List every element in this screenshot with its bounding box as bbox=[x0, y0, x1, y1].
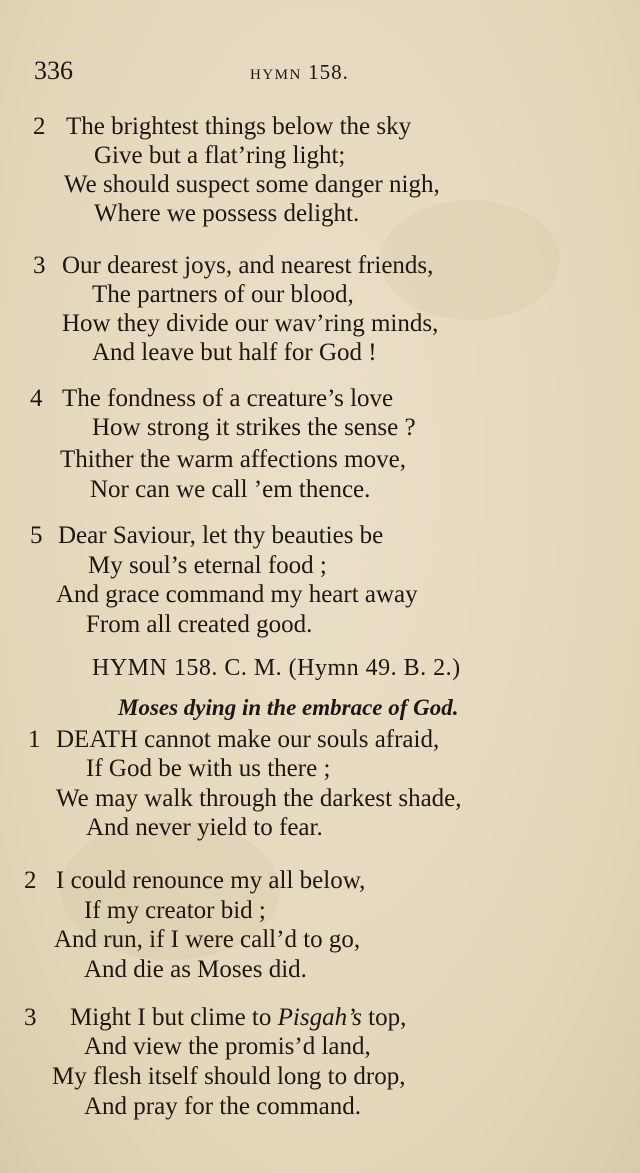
verse-line: The partners of our blood, bbox=[92, 281, 354, 308]
page-number: 336 bbox=[34, 56, 73, 85]
verse-line bbox=[70, 1003, 406, 1033]
verse-line: If God be with us there ; bbox=[86, 755, 331, 782]
verse-line: From all created good. bbox=[86, 611, 313, 638]
verse-line: DEATH cannot make our souls afraid, bbox=[56, 726, 440, 753]
running-title-word: HYMN bbox=[250, 67, 302, 83]
stanza-number: 2 bbox=[33, 113, 46, 140]
running-title-number: 158. bbox=[308, 60, 349, 84]
stanza-number: 5 bbox=[30, 522, 43, 549]
verse-line-text: Might I but clime to bbox=[70, 1004, 278, 1031]
verse-line: Thither the warm affections move, bbox=[60, 446, 406, 473]
verse-line: Give but a flat’ring light; bbox=[94, 142, 346, 169]
verse-line: Where we possess delight. bbox=[94, 200, 360, 227]
verse-line-tail: top, bbox=[361, 1004, 407, 1031]
verse-line: How they divide our wav’ring minds, bbox=[62, 310, 439, 337]
verse-line: I could renounce my all below, bbox=[56, 867, 366, 894]
verse-line: The fondness of a creature’s love bbox=[62, 385, 394, 412]
verse-line: And view the promis’d land, bbox=[84, 1033, 371, 1060]
verse-line: We may walk through the darkest shade, bbox=[56, 785, 462, 812]
verse-line: And grace command my heart away bbox=[56, 581, 418, 608]
stanza-number: 3 bbox=[24, 1004, 37, 1031]
verse-line: And run, if I were call’d to go, bbox=[54, 926, 361, 953]
verse-line: The brightest things below the sky bbox=[66, 113, 412, 140]
stanza-number: 1 bbox=[28, 726, 41, 753]
verse-line: How strong it strikes the sense ? bbox=[92, 414, 416, 441]
verse-line: Our dearest joys, and nearest friends, bbox=[62, 252, 434, 279]
running-title bbox=[250, 60, 349, 85]
verse-line: We should suspect some danger nigh, bbox=[64, 171, 440, 198]
page-header bbox=[34, 56, 594, 92]
hymn-heading: HYMN 158. C. M. (Hymn 49. B. 2.) bbox=[92, 655, 461, 681]
verse-line: My soul’s eternal food ; bbox=[88, 552, 327, 579]
verse-line: And leave but half for God ! bbox=[92, 339, 377, 366]
place-name: Pisgah’s bbox=[277, 1004, 362, 1031]
hymn-subtitle: Moses dying in the embrace of God. bbox=[118, 695, 459, 720]
stanza-number: 2 bbox=[24, 867, 37, 894]
verse-line: Nor can we call ’em thence. bbox=[90, 476, 371, 503]
verse-line: And pray for the command. bbox=[84, 1093, 362, 1120]
verse-line: And die as Moses did. bbox=[84, 956, 307, 983]
verse-line: Dear Saviour, let thy beauties be bbox=[58, 522, 384, 549]
stanza-number: 3 bbox=[33, 252, 46, 279]
verse-line: My flesh itself should long to drop, bbox=[52, 1063, 406, 1090]
verse-line: And never yield to fear. bbox=[86, 814, 323, 841]
verse-line: If my creator bid ; bbox=[84, 897, 266, 924]
stanza-number: 4 bbox=[30, 385, 43, 412]
